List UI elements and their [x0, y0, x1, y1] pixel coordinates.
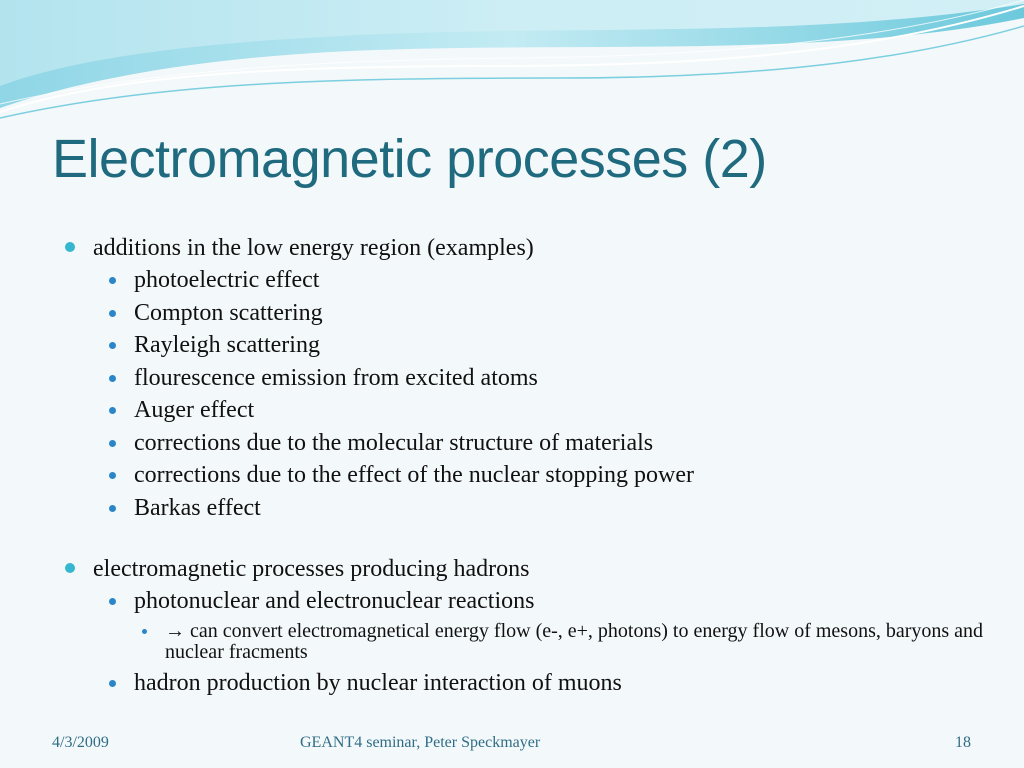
sub-bullet-list: [93, 667, 990, 700]
header-wave-decoration: [0, 0, 1024, 130]
sub-bullet-item: corrections due to the molecular structure of materials: [93, 427, 990, 460]
sub-bullet-item: [93, 585, 990, 618]
sub-bullet-item: photoelectric effect: [93, 264, 990, 297]
sub-sub-bullet-list: [93, 621, 990, 663]
bullet-text: electromagnetic processes producing hadrons: [93, 556, 530, 582]
sub-bullet-list: [93, 264, 990, 524]
sub-bullet-item: hadron production by nuclear interaction of muons: [93, 667, 990, 700]
footer-title: GEANT4 seminar, Peter Speckmayer: [300, 734, 541, 751]
bullet-item: [60, 232, 990, 524]
bullet-text: additions in the low energy region (examples): [93, 235, 534, 261]
sub-sub-bullet-item: → can convert electromagnetical energy flow (e-, e+, photons) to energy flow of mesons, baryons and nuclear fracments: [93, 621, 990, 663]
slide-title: Electromagnetic processes (2): [52, 129, 767, 189]
sub-bullet-item: flourescence emission from excited atoms: [93, 362, 990, 395]
bullet-list: [60, 232, 990, 699]
sub-bullet-item: Auger effect: [93, 394, 990, 427]
slide-content: [60, 232, 990, 699]
bullet-item: [60, 553, 990, 699]
sub-bullet-list: [93, 585, 990, 618]
sub-bullet-item: Rayleigh scattering: [93, 329, 990, 362]
sub-bullet-item: Barkas effect: [93, 492, 990, 525]
sub-bullet-text: photonuclear and electronuclear reactions: [134, 588, 535, 614]
slide-number: 18: [955, 734, 971, 751]
sub-bullet-item: corrections due to the effect of the nuclear stopping power: [93, 459, 990, 492]
footer-date: 4/3/2009: [52, 734, 109, 751]
sub-bullet-item: Compton scattering: [93, 297, 990, 330]
